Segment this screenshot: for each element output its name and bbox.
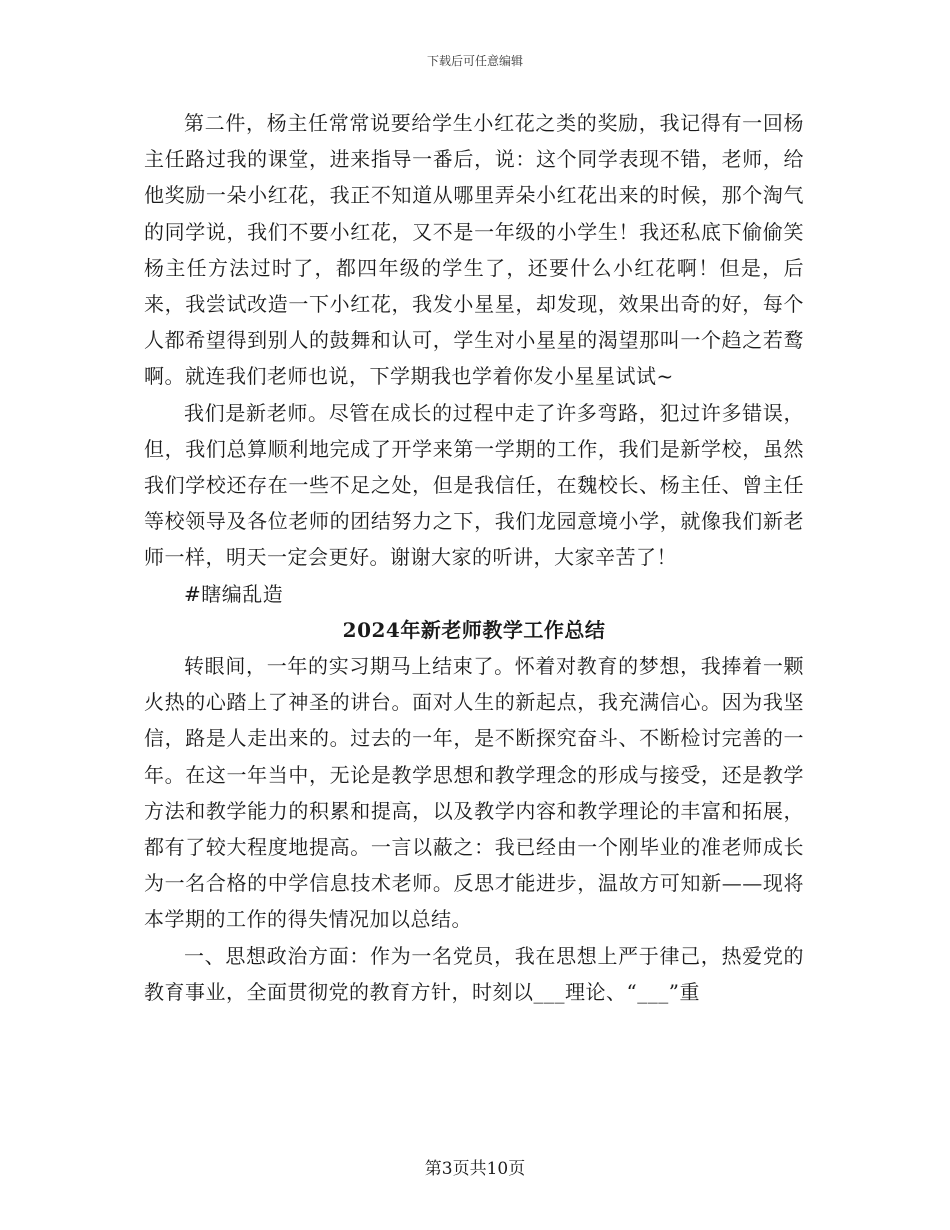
paragraph: #瞎编乱造 <box>184 581 284 606</box>
paragraph: 第二件，杨主任常常说要给学生小红花之类的奖励，我记得有一回杨主任路过我的课堂，进来指导一番后，说：这个同学表现不错，老师，给他奖励一朵小红花，我正不知道从哪里弄朵小红花出来的时候，那个淘气的同学说，我们不要小红花，又不是一年级的小学生！我还私底下偷偷笑杨主任方法过时了，都四年级的学生了，还要什么小红花啊！但是，后来，我尝试改造一下小红花，我发小星星，却发现，效果出奇的好，每个人都希望得到别人的鼓舞和认可，学生对小星星的渴望那叫一个趋之若鹜啊。就连我们老师也说，下学期我也学着你发小星星试试~ <box>144 111 804 389</box>
paragraph: 我们是新老师。尽管在成长的过程中走了许多弯路，犯过许多错误，但，我们总算顺利地完成了开学来第一学期的工作，我们是新学校，虽然我们学校还存在一些不足之处，但是我信任，在魏校长、杨主任、曾主任等校领导及各位老师的团结努力之下，我们龙园意境小学，就像我们新老师一样，明天一定会更好。谢谢大家的听讲，大家辛苦了！ <box>144 400 804 570</box>
paragraph: 一、思想政治方面：作为一名党员，我在思想上严于律己，热爱党的教育事业，全面贯彻党的教育方针，时刻以___理论、“___”重 <box>144 943 804 1004</box>
paragraph: 转眼间，一年的实习期马上结束了。怀着对教育的梦想，我捧着一颗火热的心踏上了神圣的讲台。面对人生的新起点，我充满信心。因为我坚信，路是人走出来的。过去的一年，是不断探究奋斗、不断检讨完善的一年。在这一年当中，无论是教学思想和教学理念的形成与接受，还是教学方法和教学能力的积累和提高，以及教学内容和教学理论的丰富和拓展，都有了较大程度地提高。一言以蔽之：我已经由一个刚毕业的准老师成长为一名合格的中学信息技术老师。反思才能进步，温故方可知新——现将本学期的工作的得失情况加以总结。 <box>144 654 804 932</box>
page-number: 第3页共10页 <box>424 1159 526 1179</box>
document-body <box>144 105 804 1010</box>
page-header-note: 下载后可任意编辑 <box>426 54 523 68</box>
section-title: 2024年新老师教学工作总结 <box>342 617 606 642</box>
